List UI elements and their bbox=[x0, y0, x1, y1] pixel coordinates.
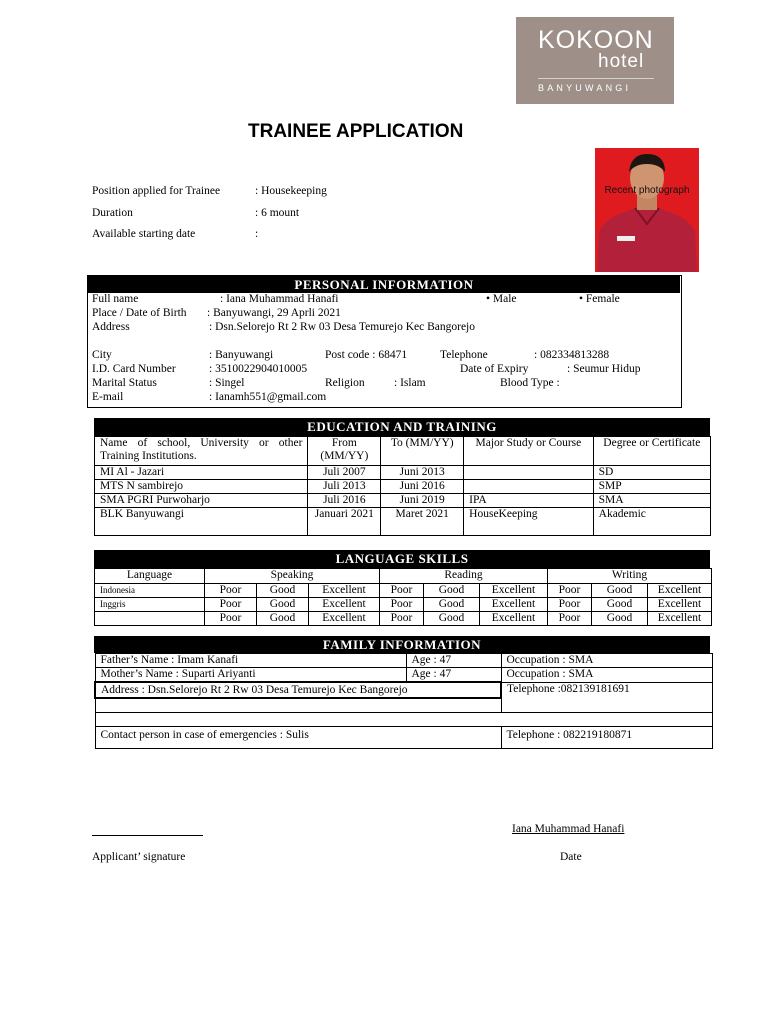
speaking-good: Good bbox=[257, 584, 309, 598]
father-age: Age : 47 bbox=[406, 654, 501, 668]
full-name-label: Full name bbox=[92, 293, 139, 305]
education-degree: SMA bbox=[593, 494, 710, 508]
email-value: : Ianamh551@gmail.com bbox=[209, 391, 327, 403]
family-table bbox=[94, 653, 713, 749]
table-row bbox=[95, 668, 712, 683]
table-row bbox=[95, 682, 712, 698]
speaking-excellent: Excellent bbox=[309, 598, 380, 612]
language-table bbox=[94, 568, 712, 626]
education-header-to: To (MM/YY) bbox=[381, 437, 464, 466]
address-label: Address bbox=[92, 321, 130, 333]
reading-good: Good bbox=[424, 598, 480, 612]
family-telephone: Telephone :082139181691 bbox=[501, 682, 712, 712]
logo-brand: KOKOON bbox=[538, 26, 654, 54]
signature-name: Iana Muhammad Hanafi bbox=[512, 823, 625, 835]
reading-good: Good bbox=[424, 584, 480, 598]
speaking-poor: Poor bbox=[205, 584, 257, 598]
personal-information-heading: PERSONAL INFORMATION bbox=[88, 276, 680, 293]
start-date-value: : bbox=[255, 228, 259, 240]
family-blank-row bbox=[95, 712, 712, 726]
gender-male-option: • Male bbox=[486, 293, 517, 305]
writing-poor: Poor bbox=[548, 598, 592, 612]
education-degree: SMP bbox=[593, 480, 710, 494]
mother-name: Mother’s Name : Suparti Ariyanti bbox=[95, 668, 406, 683]
education-from: Juli 2016 bbox=[308, 494, 381, 508]
applicant-photo bbox=[595, 148, 699, 272]
language-header-reading: Reading bbox=[380, 569, 548, 584]
marital-status-value: : Singel bbox=[209, 377, 245, 389]
table-row bbox=[95, 508, 711, 536]
position-value: : Housekeeping bbox=[255, 185, 327, 197]
table-row bbox=[95, 612, 712, 626]
education-major: IPA bbox=[464, 494, 593, 508]
photo-caption: Recent photograph bbox=[604, 185, 690, 196]
education-degree: Akademic bbox=[593, 508, 710, 536]
city-label: City bbox=[92, 349, 112, 361]
language-header-language: Language bbox=[95, 569, 205, 584]
education-from: Juli 2013 bbox=[308, 480, 381, 494]
education-from: Juli 2007 bbox=[308, 466, 381, 480]
date-label: Date bbox=[560, 851, 582, 863]
table-row bbox=[95, 494, 711, 508]
speaking-poor: Poor bbox=[205, 612, 257, 626]
table-row bbox=[95, 712, 712, 726]
post-code: Post code : 68471 bbox=[325, 349, 408, 361]
family-heading: FAMILY INFORMATION bbox=[94, 636, 710, 653]
reading-excellent: Excellent bbox=[480, 598, 548, 612]
signature-line bbox=[92, 835, 203, 836]
id-card-value: : 3510022904010005 bbox=[209, 363, 308, 375]
education-heading: EDUCATION AND TRAINING bbox=[94, 418, 710, 436]
table-row bbox=[95, 466, 711, 480]
person-figure-icon bbox=[595, 148, 699, 272]
table-row bbox=[95, 584, 712, 598]
emergency-telephone: Telephone : 082219180871 bbox=[501, 726, 712, 748]
education-major: HouseKeeping bbox=[464, 508, 593, 536]
full-name-value: : Iana Muhammad Hanafi bbox=[220, 293, 339, 305]
table-row bbox=[95, 598, 712, 612]
place-date-birth-value: : Banyuwangi, 29 Aprli 2021 bbox=[207, 307, 341, 319]
family-address: Address : Dsn.Selorejo Rt 2 Rw 03 Desa Temurejo Kec Bangorejo bbox=[95, 682, 501, 698]
education-degree: SD bbox=[593, 466, 710, 480]
education-institution: MTS N sambirejo bbox=[95, 480, 308, 494]
education-table bbox=[94, 436, 711, 536]
reading-excellent: Excellent bbox=[480, 612, 548, 626]
education-header-from: From (MM/YY) bbox=[308, 437, 381, 466]
reading-poor: Poor bbox=[380, 584, 424, 598]
gender-female-option: • Female bbox=[579, 293, 620, 305]
language-header-writing: Writing bbox=[548, 569, 712, 584]
position-label: Position applied for Trainee bbox=[92, 185, 221, 197]
education-to: Juni 2019 bbox=[381, 494, 464, 508]
table-row bbox=[95, 480, 711, 494]
city-value: : Banyuwangi bbox=[209, 349, 274, 361]
father-name: Father’s Name : Imam Kanafi bbox=[95, 654, 406, 668]
telephone-value: : 082334813288 bbox=[534, 349, 610, 361]
speaking-good: Good bbox=[257, 598, 309, 612]
writing-good: Good bbox=[592, 598, 648, 612]
speaking-poor: Poor bbox=[205, 598, 257, 612]
education-institution: MI Al - Jazari bbox=[95, 466, 308, 480]
table-row bbox=[95, 726, 712, 748]
reading-poor: Poor bbox=[380, 598, 424, 612]
religion-label: Religion bbox=[325, 377, 365, 389]
page-title: TRAINEE APPLICATION bbox=[248, 121, 464, 142]
writing-good: Good bbox=[592, 584, 648, 598]
writing-poor: Poor bbox=[548, 612, 592, 626]
language-name bbox=[95, 612, 205, 626]
logo-divider bbox=[538, 78, 654, 79]
family-blank-cell bbox=[95, 698, 501, 712]
place-date-birth-label: Place / Date of Birth bbox=[92, 307, 187, 319]
writing-poor: Poor bbox=[548, 584, 592, 598]
mother-occupation: Occupation : SMA bbox=[501, 668, 712, 683]
expiry-value: : Seumur Hidup bbox=[567, 363, 641, 375]
marital-status-label: Marital Status bbox=[92, 377, 157, 389]
education-header-institution: Name of school, University or other Training Institutions. bbox=[95, 437, 308, 466]
education-from: Januari 2021 bbox=[308, 508, 381, 536]
education-to: Juni 2016 bbox=[381, 480, 464, 494]
duration-label: Duration bbox=[92, 207, 133, 219]
religion-value: : Islam bbox=[394, 377, 426, 389]
speaking-good: Good bbox=[257, 612, 309, 626]
expiry-label: Date of Expiry bbox=[460, 363, 529, 375]
reading-good: Good bbox=[424, 612, 480, 626]
writing-good: Good bbox=[592, 612, 648, 626]
language-name: Inggris bbox=[95, 598, 205, 612]
education-institution: SMA PGRI Purwoharjo bbox=[95, 494, 308, 508]
education-major bbox=[464, 466, 593, 480]
emergency-contact: Contact person in case of emergencies : Sulis bbox=[95, 726, 501, 748]
address-value: : Dsn.Selorejo Rt 2 Rw 03 Desa Temurejo Kec Bangorejo bbox=[209, 321, 475, 333]
table-row bbox=[95, 654, 712, 668]
education-major bbox=[464, 480, 593, 494]
education-institution: BLK Banyuwangi bbox=[95, 508, 308, 536]
writing-excellent: Excellent bbox=[648, 612, 712, 626]
language-heading: LANGUAGE SKILLS bbox=[94, 550, 710, 568]
reading-excellent: Excellent bbox=[480, 584, 548, 598]
education-to: Maret 2021 bbox=[381, 508, 464, 536]
speaking-excellent: Excellent bbox=[309, 584, 380, 598]
writing-excellent: Excellent bbox=[648, 584, 712, 598]
telephone-label: Telephone bbox=[440, 349, 488, 361]
duration-value: : 6 mount bbox=[255, 207, 300, 219]
hotel-logo bbox=[516, 17, 674, 104]
start-date-label: Available starting date bbox=[92, 228, 196, 240]
education-header-row bbox=[95, 437, 711, 466]
education-to: Juni 2013 bbox=[381, 466, 464, 480]
father-occupation: Occupation : SMA bbox=[501, 654, 712, 668]
id-card-label: I.D. Card Number bbox=[92, 363, 176, 375]
logo-hotel: hotel bbox=[598, 51, 645, 72]
education-header-major: Major Study or Course bbox=[464, 437, 593, 466]
logo-location: BANYUWANGI bbox=[538, 83, 632, 93]
blood-type-label: Blood Type : bbox=[500, 377, 560, 389]
language-name: Indonesia bbox=[95, 584, 205, 598]
language-header-speaking: Speaking bbox=[205, 569, 380, 584]
applicant-signature-label: Applicant’ signature bbox=[92, 851, 186, 863]
email-label: E-mail bbox=[92, 391, 124, 403]
language-header-row bbox=[95, 569, 712, 584]
speaking-excellent: Excellent bbox=[309, 612, 380, 626]
writing-excellent: Excellent bbox=[648, 598, 712, 612]
reading-poor: Poor bbox=[380, 612, 424, 626]
mother-age: Age : 47 bbox=[406, 668, 501, 683]
education-header-degree: Degree or Certificate bbox=[593, 437, 710, 466]
